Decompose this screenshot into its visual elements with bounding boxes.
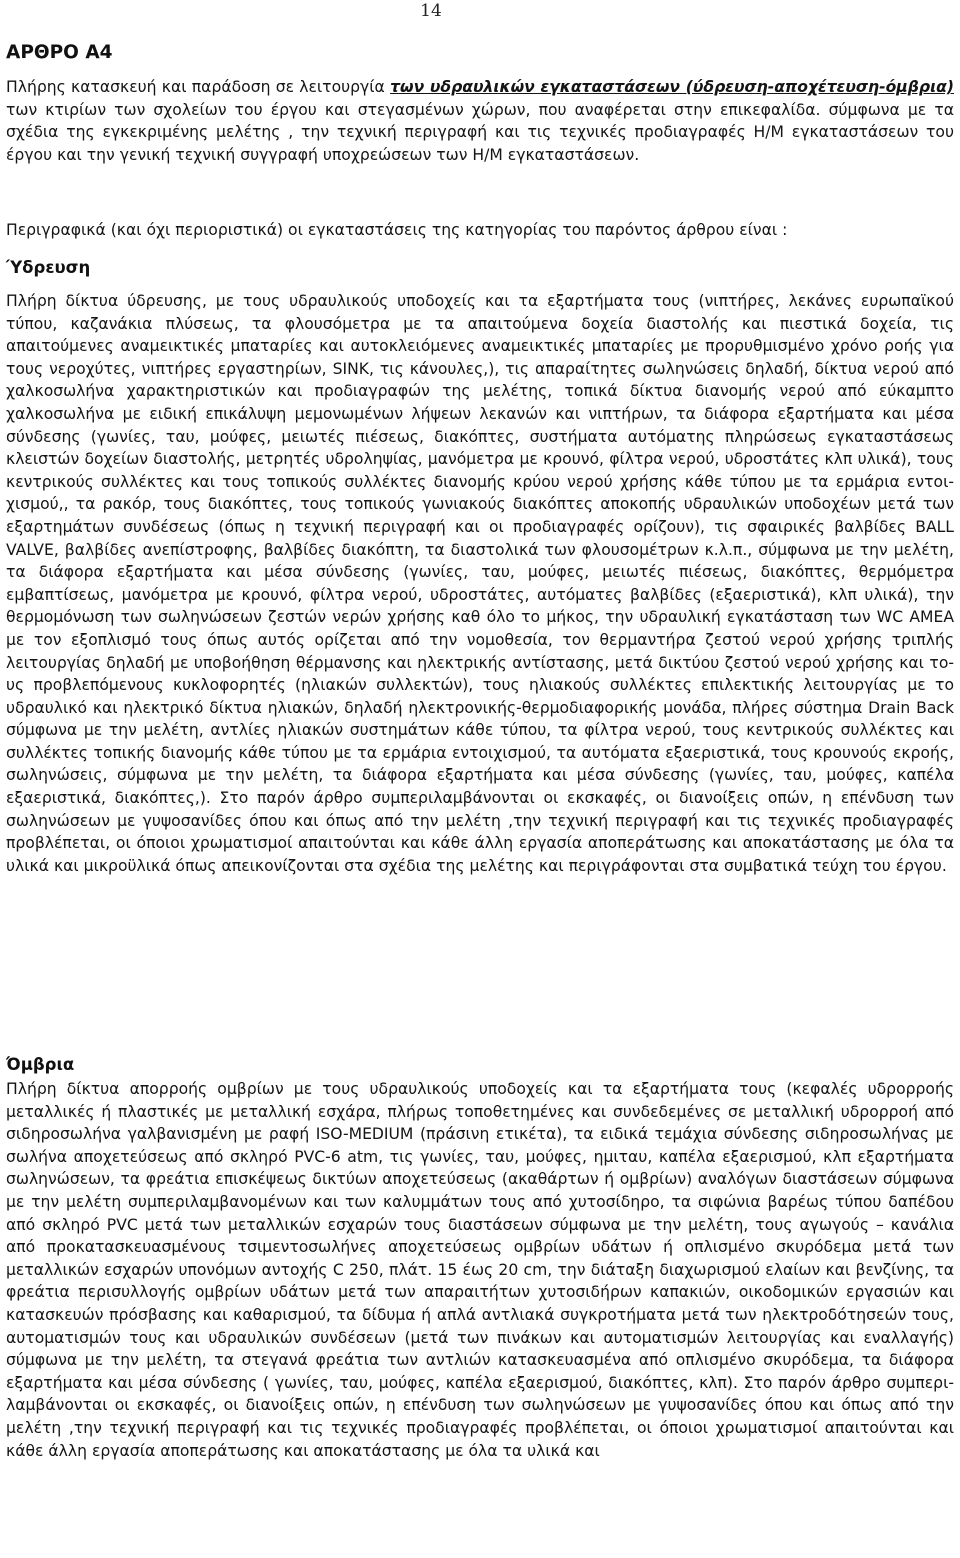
storm-water-heading: Όμβρια xyxy=(6,1055,75,1074)
intro-emphasis-text: των υδραυλικών εγκαταστάσεων (ύδρευση-αποχέτευση-όμβρια) xyxy=(390,78,954,96)
article-title: ΑΡΘΡΟ Α4 xyxy=(6,42,113,63)
article-intro-paragraph xyxy=(6,76,954,166)
page-number: 14 xyxy=(420,1,442,21)
intro-rest-text: των κτιρίων των σχολείων του έργου και στεγασμένων χώρων, που αναφέρεται στην επικεφαλίδα. σύμφωνα με τα σχέδια της εγκεκριμένης μελέτης , την τεχνική περιγραφή και τις τεχνικές προδιαγραφές Η/Μ εγκαταστάσεων του έργου και την γενική τεχνική συγγραφή υποχρεώσεων των Η/Μ εγκαταστάσεων. xyxy=(6,100,954,164)
storm-water-paragraph: Πλήρη δίκτυα απορροής ομβρίων με τους υδραυλικούς υποδοχείς και τα εξαρτήματα τους (κεφαλές υδρορροής μεταλλικές ή πλαστικές με μεταλλική εσχάρα, πλήρως τοποθετημένες και συνδεδεμένες σε μεταλλική υδρορροή από σιδηροσωλήνα γαλβανισμένη με ραφή ISO-MEDIUM (πράσινη ετικέτα), τα ειδικά τεμάχια σύνδεσης σιδηροσωλήνας με σωλήνα αποχετεύσεως από σκληρό PVC-6 atm, τις γωνίες, ταυ, μούφες, ημιταυ, καπέλα εξαερισμού, κλπ εξαρτήματα σωληνώσεων, τα φρεάτια επισκέψεως δικτύων αποχετεύσεως (ακαθάρτων ή ομβρίων) αναλόγων διαστάσεων σύμφωνα με την μελέτη συμπεριλαμβανομένων και των καλυμμάτων τους από χυτοσίδηρο, τα σιφώνια βαρέως τύπου δαπέδου από σκληρό PVC μετά των μεταλλικών εσχαρών τους διαστάσεων σύμφωνα με την μελέτη, τους αγωγούς – κανάλια από προκατασκευασμένους τσιμεντοσωλήνες αποχετεύσεως ομβρίων υδάτων ή οπλισμένο σκυρόδεμα μετά των μεταλλικών εσχαρών υπονόμων αντοχής C 250, πλάτ. 15 έως 20 cm, την διάταξη διαχωρισμού ελαίων και βενζίνης, τα φρεάτια περισυλλογής ομβρίων υδάτων μετά των απαραιτήτων χυτοσιδήρων καπακιών, οικοδομικών εργασιών και κατασκευών πρόσβασης και καθαρισμού, τα δίδυμα ή απλά αντλιακά συγκροτήματα μετά των ηλεκτροδότησεών τους, αυτοματισμών τους και υδραυλικών συνδέσεων (μετά των πινάκων και αυτοματισμών λειτουργίας και εναλλαγής) σύμφωνα με την μελέτη, τα στεγανά φρεάτια των αντλιών κατασκευασμένα από οπλισμένο σκυρόδεμα, τα διάφορα εξαρτήματα και μέσα σύνδεσης ( γωνίες, ταυ, μούφες, καπέλα εξαερισμού, διακόπτες, κλπ). Στο παρόν άρθρο συμπεριλαμβάνονται οι εκσκαφές, οι διανοίξεις οπών, η επένδυση των σωληνώσεων με γυψοσανίδες όπου και όπως από την μελέτη ,την τεχνική περιγραφή και τις τεχνικές προδιαγραφές προβλέπεται, οι όποιοι χρωματισμοί απαιτούνται και κάθε άλλη εργασία αποπεράτωσης και αποκατάστασης με όλα τα υλικά και xyxy=(6,1080,954,1460)
intro-lead-text: Πλήρης κατασκευή και παράδοση σε λειτουργία xyxy=(6,78,391,96)
scope-note-paragraph: Περιγραφικά (και όχι περιοριστικά) οι εγκαταστάσεις της κατηγορίας του παρόντος άρθρου είναι : xyxy=(6,221,788,239)
water-supply-heading: Ύδρευση xyxy=(6,258,91,277)
water-supply-paragraph: Πλήρη δίκτυα ύδρευσης, με τους υδραυλικούς υποδοχείς και τα εξαρτήματα τους (νιπτήρες, λεκάνες ευρωπαϊκού τύπου, καζανάκια πλύσεως, τα φλουσόμετρα με τα απαιτούμενα δοχεία διαστολής και πιεστικά δοχεία, τις απαιτούμενες αναμεικτικές μπαταρίες και αυτοκλειόμενες αναμεικτικές μπαταρίες με προρυθμισμένο χρόνο ροής για τους νεροχύτες, νιπτήρες εργαστηρίων, SINK, τις κάνουλες,), τις απαραίτητες σωληνώσεις δηλαδή, δίκτυα νερού από χαλκοσωλήνα χαρακτηριστικών και προδιαγραφών της μελέτης, τοπικά δίκτυα διανομής νερού από εύκαμπτο χαλκοσωλήνα με ειδική επικάλυψη μεμονωμένων λήψεων λεκανών και νιπτήρων, τα διάφορα εξαρτήματα και μέσα σύνδεσης (γωνίες, ταυ, μούφες, μειωτές πιέσεως, διακόπτες, συστήματα αυτόματης πληρώσεως εγκαταστάσεως κλειστών δοχείων διαστολής, μετρητές υδροληψίας, μανόμετρα με κρουνό, φίλτρα νερού, υδροστάτες κλπ υλικά), τους κεντρικούς συλλέκτες και τους τοπικούς συλλέκτες διανομής κρύου νερού χρήσης κάθε τύπου με τα ερμάρια εντοιχισμού,, τα ρακόρ, τους διακόπτες, τους τοπικούς γωνιακούς διακόπτες αποκοπής υδραυλικών υποδοχέων μετά των εξαρτημάτων συνδέσεως (όπως η τεχνική περιγραφή και οι προδιαγραφές ορίζουν), τις σφαιρικές βαλβίδες BALL VALVE, βαλβίδες ανεπίστροφης, βαλβίδες διακόπτη, τα διαστολικά των φλουσομέτρων κ.λ.π., σύμφωνα με την μελέτη, τα διάφορα εξαρτήματα και μέσα σύνδεσης (γωνίες, ταυ, μούφες, μειωτές πιέσεως, διακόπτες, θερμόμετρα εμβαπτίσεως, μανόμετρα με κρουνό, φίλτρα νερού, υδροστάτες, αυτόματες βαλβίδες (εξαεριστικά), κλπ υλικά), την θερμομόνωση των σωληνώσεων ζεστών νερών χρήσης καθ όλο το μήκος, την υδραυλική εγκατάσταση των WC AMEA με τον εξοπλισμό τους όπως αυτός ορίζεται από την νομοθεσία, τον θερμαντήρα ζεστού νερού χρήσης τριπλής λειτουργίας δηλαδή με υποβοήθηση θέρμανσης και ηλεκτρικής αντίστασης, μετά δικτύου ζεστού νερού χρήσης και τους προβλεπόμενους κυκλοφορητές (ηλιακών συλλεκτών), τους ηλιακούς συλλέκτες επιλεκτικής λειτουργίας με το υδραυλικό και ηλεκτρικό δίκτυα ηλιακών, δηλαδή ηλεκτρονικής-θερμοδιαφορικής μονάδα, πλήρες σύστημα Drain Back σύμφωνα με την μελέτη, αντλίες ηλιακών συστημάτων κάθε τύπου, τα φίλτρα νερού, τους κεντρικούς συλλέκτες και συλλέκτες τοπικής διανομής κάθε τύπου με τα ερμάρια εντοιχισμού, τα αυτόματα εξαεριστικά, τους κρουνούς εκροής, σωληνώσεις, σύμφωνα με την μελέτη, τα διάφορα εξαρτήματα και μέσα σύνδεσης (γωνίες, ταυ, μούφες, καπέλα εξαεριστικά, διακόπτες,). Στο παρόν άρθρο συμπεριλαμβάνονται οι εκσκαφές, οι διανοίξεις οπών, η επένδυση των σωληνώσεων με γυψοσανίδες όπου και όπως από την μελέτη ,την τεχνική περιγραφή και τις τεχνικές προδιαγραφές προβλέπεται, οι όποιοι χρωματισμοί απαιτούνται και κάθε άλλη εργασία αποπεράτωσης και αποκατάστασης με όλα τα υλικά και μικροϋλικά όπως απεικονίζονται στα σχέδια της μελέτης και περιγράφονται στα συμβατικά τεύχη του έργου. xyxy=(6,292,954,875)
